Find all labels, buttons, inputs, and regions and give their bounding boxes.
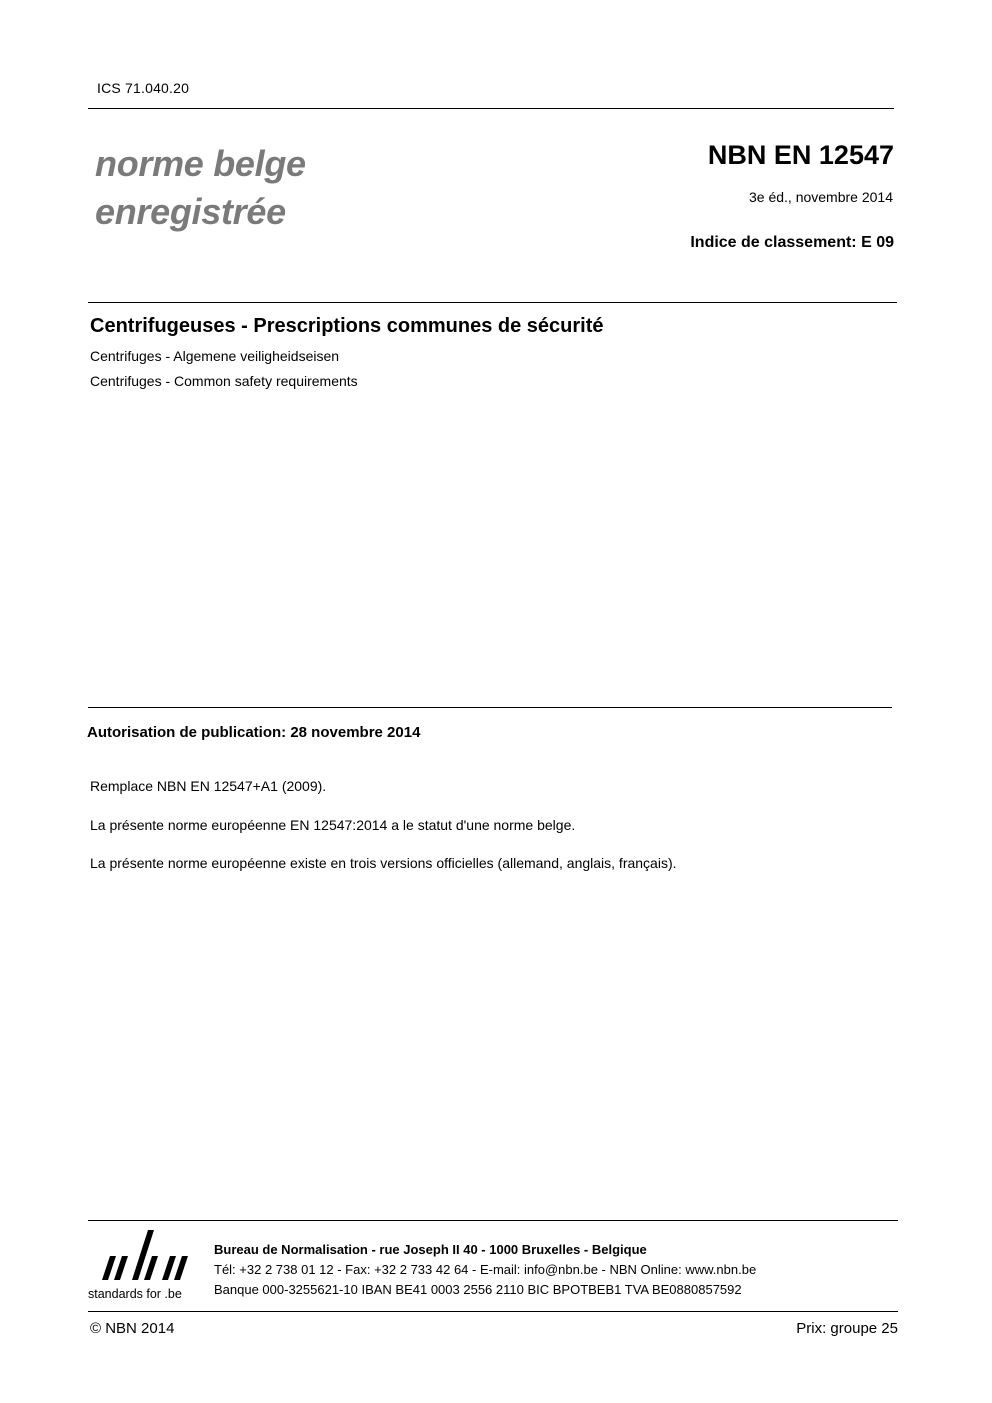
title-french: Centrifugeuses - Prescriptions communes de sécurité: [90, 315, 604, 337]
copyright: © NBN 2014: [90, 1320, 175, 1337]
paragraph-versions: La présente norme européenne existe en trois versions officielles (allemand, anglais, français).: [90, 855, 677, 871]
paragraph-status: La présente norme européenne EN 12547:2014 a le statut d'une norme belge.: [90, 817, 576, 833]
brand-title: [95, 140, 306, 236]
publication-authorisation: Autorisation de publication: 28 novembre 2014: [87, 724, 421, 741]
header-divider: [88, 108, 894, 109]
ics-code: ICS 71.040.20: [97, 80, 190, 96]
classification-index: Indice de classement: E 09: [690, 234, 894, 251]
body-divider: [88, 707, 892, 708]
paragraph-replaces: Remplace NBN EN 12547+A1 (2009).: [90, 778, 327, 794]
edition-date: 3e éd., novembre 2014: [749, 189, 893, 205]
logo-tagline: standards for .be: [88, 1287, 182, 1301]
title-divider: [88, 302, 897, 303]
address-line-1: Bureau de Normalisation - rue Joseph II 40 - 1000 Bruxelles - Belgique: [214, 1242, 647, 1257]
address-line-2: Tél: +32 2 738 01 12 - Fax: +32 2 733 42 64 - E-mail: info@nbn.be - NBN Online: www.nbn.be: [214, 1262, 757, 1277]
footer-divider: [88, 1220, 898, 1221]
address-line-3: Banque 000-3255621-10 IBAN BE41 0003 2556 2110 BIC BPOTBEB1 TVA BE0880857592: [214, 1282, 742, 1297]
brand-line-2: enregistrée: [95, 191, 286, 232]
standard-number: NBN EN 12547: [707, 140, 894, 170]
bottom-divider: [88, 1311, 898, 1312]
title-english: Centrifuges - Common safety requirements: [90, 373, 358, 389]
price-group: Prix: groupe 25: [796, 1320, 898, 1337]
title-dutch: Centrifuges - Algemene veiligheidseisen: [90, 348, 340, 364]
brand-line-1: norme belge: [95, 143, 306, 184]
